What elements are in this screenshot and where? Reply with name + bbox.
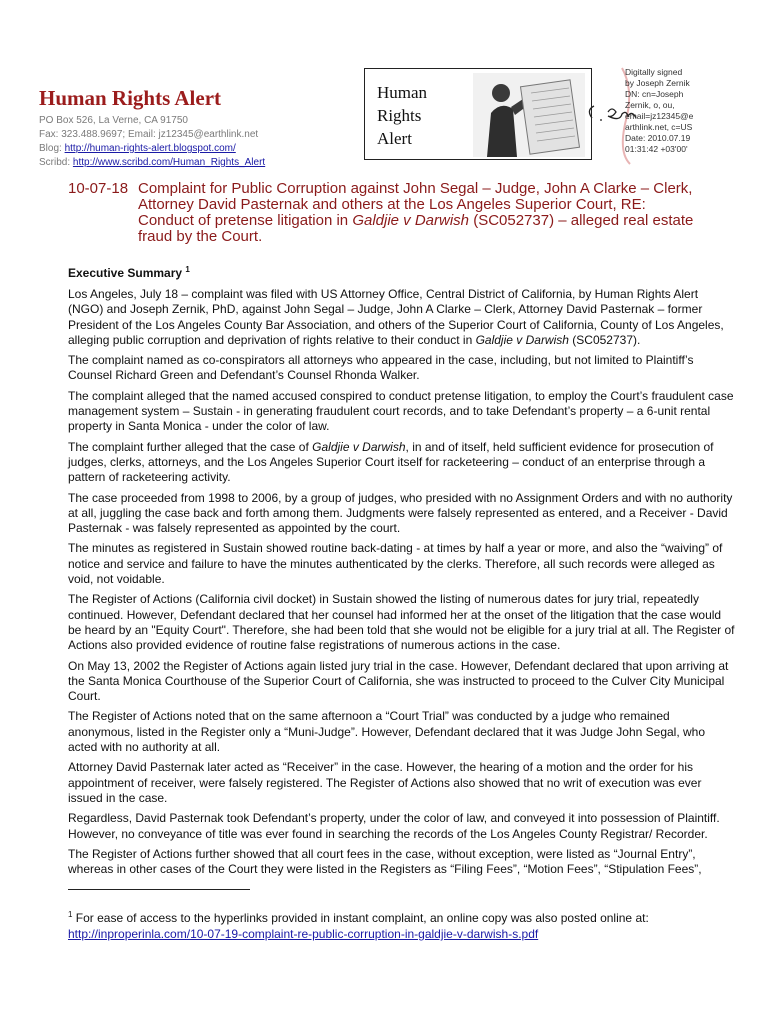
blog-link[interactable]: http://human-rights-alert.blogspot.com/ — [64, 143, 236, 154]
section-title-text: Executive Summary — [68, 266, 183, 280]
heading-text: Complaint for Public Corruption against John Segal – Judge, John A Clarke – Clerk, — [138, 180, 693, 197]
org-name: Human Rights Alert — [39, 86, 222, 110]
sig-line: Date: 2010.07.19 — [625, 133, 691, 143]
footnote-link[interactable]: http://inproperinla.com/10-07-19-complaint-re-public-corruption-in-galdjie-v-darwish-s.pdf — [68, 927, 539, 941]
document-body — [68, 262, 736, 882]
paragraph: Regardless, David Pasternak took Defendant’s property, under the color of law, and conveyed it into possession of Plaintiff. However, no conveyance of title was ever found in searching the records of the Los Angeles County Registrar/ Recorder. — [68, 811, 720, 841]
paragraph: On May 13, 2002 the Register of Actions again listed jury trial in the case. However, Defendant declared that upon arriving at the Santa Monica Courthouse of the Superior Court of California, she was instructed to proceed to the Culver City Municipal Court. — [68, 658, 729, 704]
logo-line: Human — [377, 83, 428, 102]
heading-date: 10-07-18 — [68, 180, 129, 197]
logo-line: Rights — [377, 106, 422, 125]
paragraph: Los Angeles, July 18 – complaint was filed with US Attorney Office, Central District of California, by Human Rights Alert (NGO) and Joseph Zernik, PhD, against John Segal – Judge, John A Clarke – Clerk, Attorney David Pasternak – former President of the Los Angeles County Bar Association, and others of the Superior Court of California, County of Los Angeles, alleging public corruption and deprivation of rights relative to their conduct in Galdjie v Darwish (SC052737). — [68, 287, 724, 347]
case-name: Galdjie v Darwish — [312, 439, 406, 454]
org-logo — [364, 68, 592, 160]
document-heading — [68, 181, 728, 245]
heading-text: (SC052737) – alleged real estate — [469, 212, 694, 229]
paragraph: The Register of Actions further showed that all court fees in the case, without exception, were listed as “Journal Entry”, whereas in other cases of the Court they were listed in the Registers as “Filing Fees”, “Motion Fees”, “Stipulation Fees”, — [68, 846, 702, 877]
heading-text: Conduct of pretense litigation in — [138, 212, 353, 229]
logo-text — [377, 81, 427, 150]
logo-photo-icon — [473, 73, 585, 157]
heading-line: Attorney David Pasternak and others at the Los Angeles Superior Court, RE: — [138, 196, 646, 213]
heading-line — [68, 181, 728, 197]
footnote-text: For ease of access to the hyperlinks provided in instant complaint, an online copy was also posted online at: — [72, 911, 649, 925]
paragraph: The Register of Actions noted that on the same afternoon a “Court Trial” was conducted by a judge who remained anonymous, listed in the Register only a “Muni-Judge”. However, Defendant declared that it was Judge John Segal, who acted with no authority at all. — [68, 709, 706, 755]
logo-line: Alert — [377, 129, 412, 148]
footnote-text-line — [68, 907, 736, 926]
sig-line: DN: cn=Joseph — [625, 89, 684, 99]
org-contact: Fax: 323.488.9697; Email: jz12345@earthlink.net — [39, 129, 259, 140]
paragraph: The complaint alleged that the named accused conspired to conduct pretense litigation, to employ the Court’s fraudulent case management system – Sustain - in generating fraudulent court records, and to take Defendant’s property – a 6-unit rental property in Santa Monica - under the color of law. — [68, 388, 734, 434]
paragraph: The Register of Actions (California civil docket) in Sustain showed the listing of numerous dates for jury trial, repeatedly continued. However, Defendant declared that her counsel had informed her at the onset of the litigation that the case would be heard by an "Equity Court". Therefore, she had been told that she would not be eligible for a jury trial at all. The Register of Actions also provided evidence of routine false registrations of numerous actions in the case. — [68, 592, 735, 653]
case-name: Galdjie v Darwish — [475, 332, 569, 347]
letterhead — [39, 86, 265, 170]
case-name: Galdjie v Darwish — [352, 212, 470, 229]
paragraph: The minutes as registered in Sustain showed routine back-dating - at times by half a year or more, and also the “waiving” of notice and service and failure to have the minutes authenticated by the clerks. Therefore, all such records were alleged as void, not voidable. — [68, 541, 723, 587]
sig-line: 01:31:42 +03'00' — [625, 144, 688, 154]
section-title — [68, 262, 736, 281]
heading-line — [68, 213, 728, 229]
scribd-link[interactable]: http://www.scribd.com/Human_Rights_Alert — [72, 157, 266, 168]
digital-signature-text — [625, 67, 755, 155]
paragraph: The case proceeded from 1998 to 2006, by a group of judges, who presided with no Assignment Orders and with no authority at all, juggling the case back and forth among them. Judgments were falsely represented as entered, and a Receiver - David Pasternak - was falsely represented as appointed by the court. — [68, 490, 733, 536]
org-blog-line — [39, 142, 265, 156]
heading-line: fraud by the Court. — [138, 228, 263, 245]
blog-label: Blog: — [39, 143, 62, 154]
sig-line: arthlink.net, c=US — [625, 122, 693, 132]
sig-line: Zernik, o, ou, — [625, 100, 675, 110]
sig-line: by Joseph Zernik — [625, 78, 690, 88]
footnote-ref[interactable]: 1 — [185, 265, 190, 274]
org-scribd-line — [39, 156, 265, 170]
footnote-divider — [68, 889, 250, 890]
paragraph: The complaint further alleged that the case of Galdjie v Darwish, in and of itself, held sufficient evidence for prosecution of judges, clerks, attorneys, and the Los Angeles Superior Court itself for racketeering – conduct of an enterprise through a pattern of racketeering activity. — [68, 439, 714, 485]
footnote-mark: 1 — [68, 910, 73, 919]
sig-line: email=jz12345@e — [625, 111, 694, 121]
org-address: PO Box 526, La Verne, CA 91750 — [39, 115, 188, 126]
paragraph: The complaint named as co-conspirators all attorneys who appeared in the case, including, but not limited to Plaintiff’s Counsel Richard Green and Defendant’s Counsel Rhonda Walker. — [68, 353, 694, 383]
footnote — [68, 907, 736, 942]
sig-line: Digitally signed — [625, 67, 683, 77]
scribd-label: Scribd: — [39, 157, 71, 168]
paragraph: Attorney David Pasternak later acted as “Receiver” in the case. However, the hearing of a motion and the order for his appointment of receiver, were falsely registered. The Register of Actions also showed that no writ of execution was ever issued in the case. — [68, 760, 702, 805]
